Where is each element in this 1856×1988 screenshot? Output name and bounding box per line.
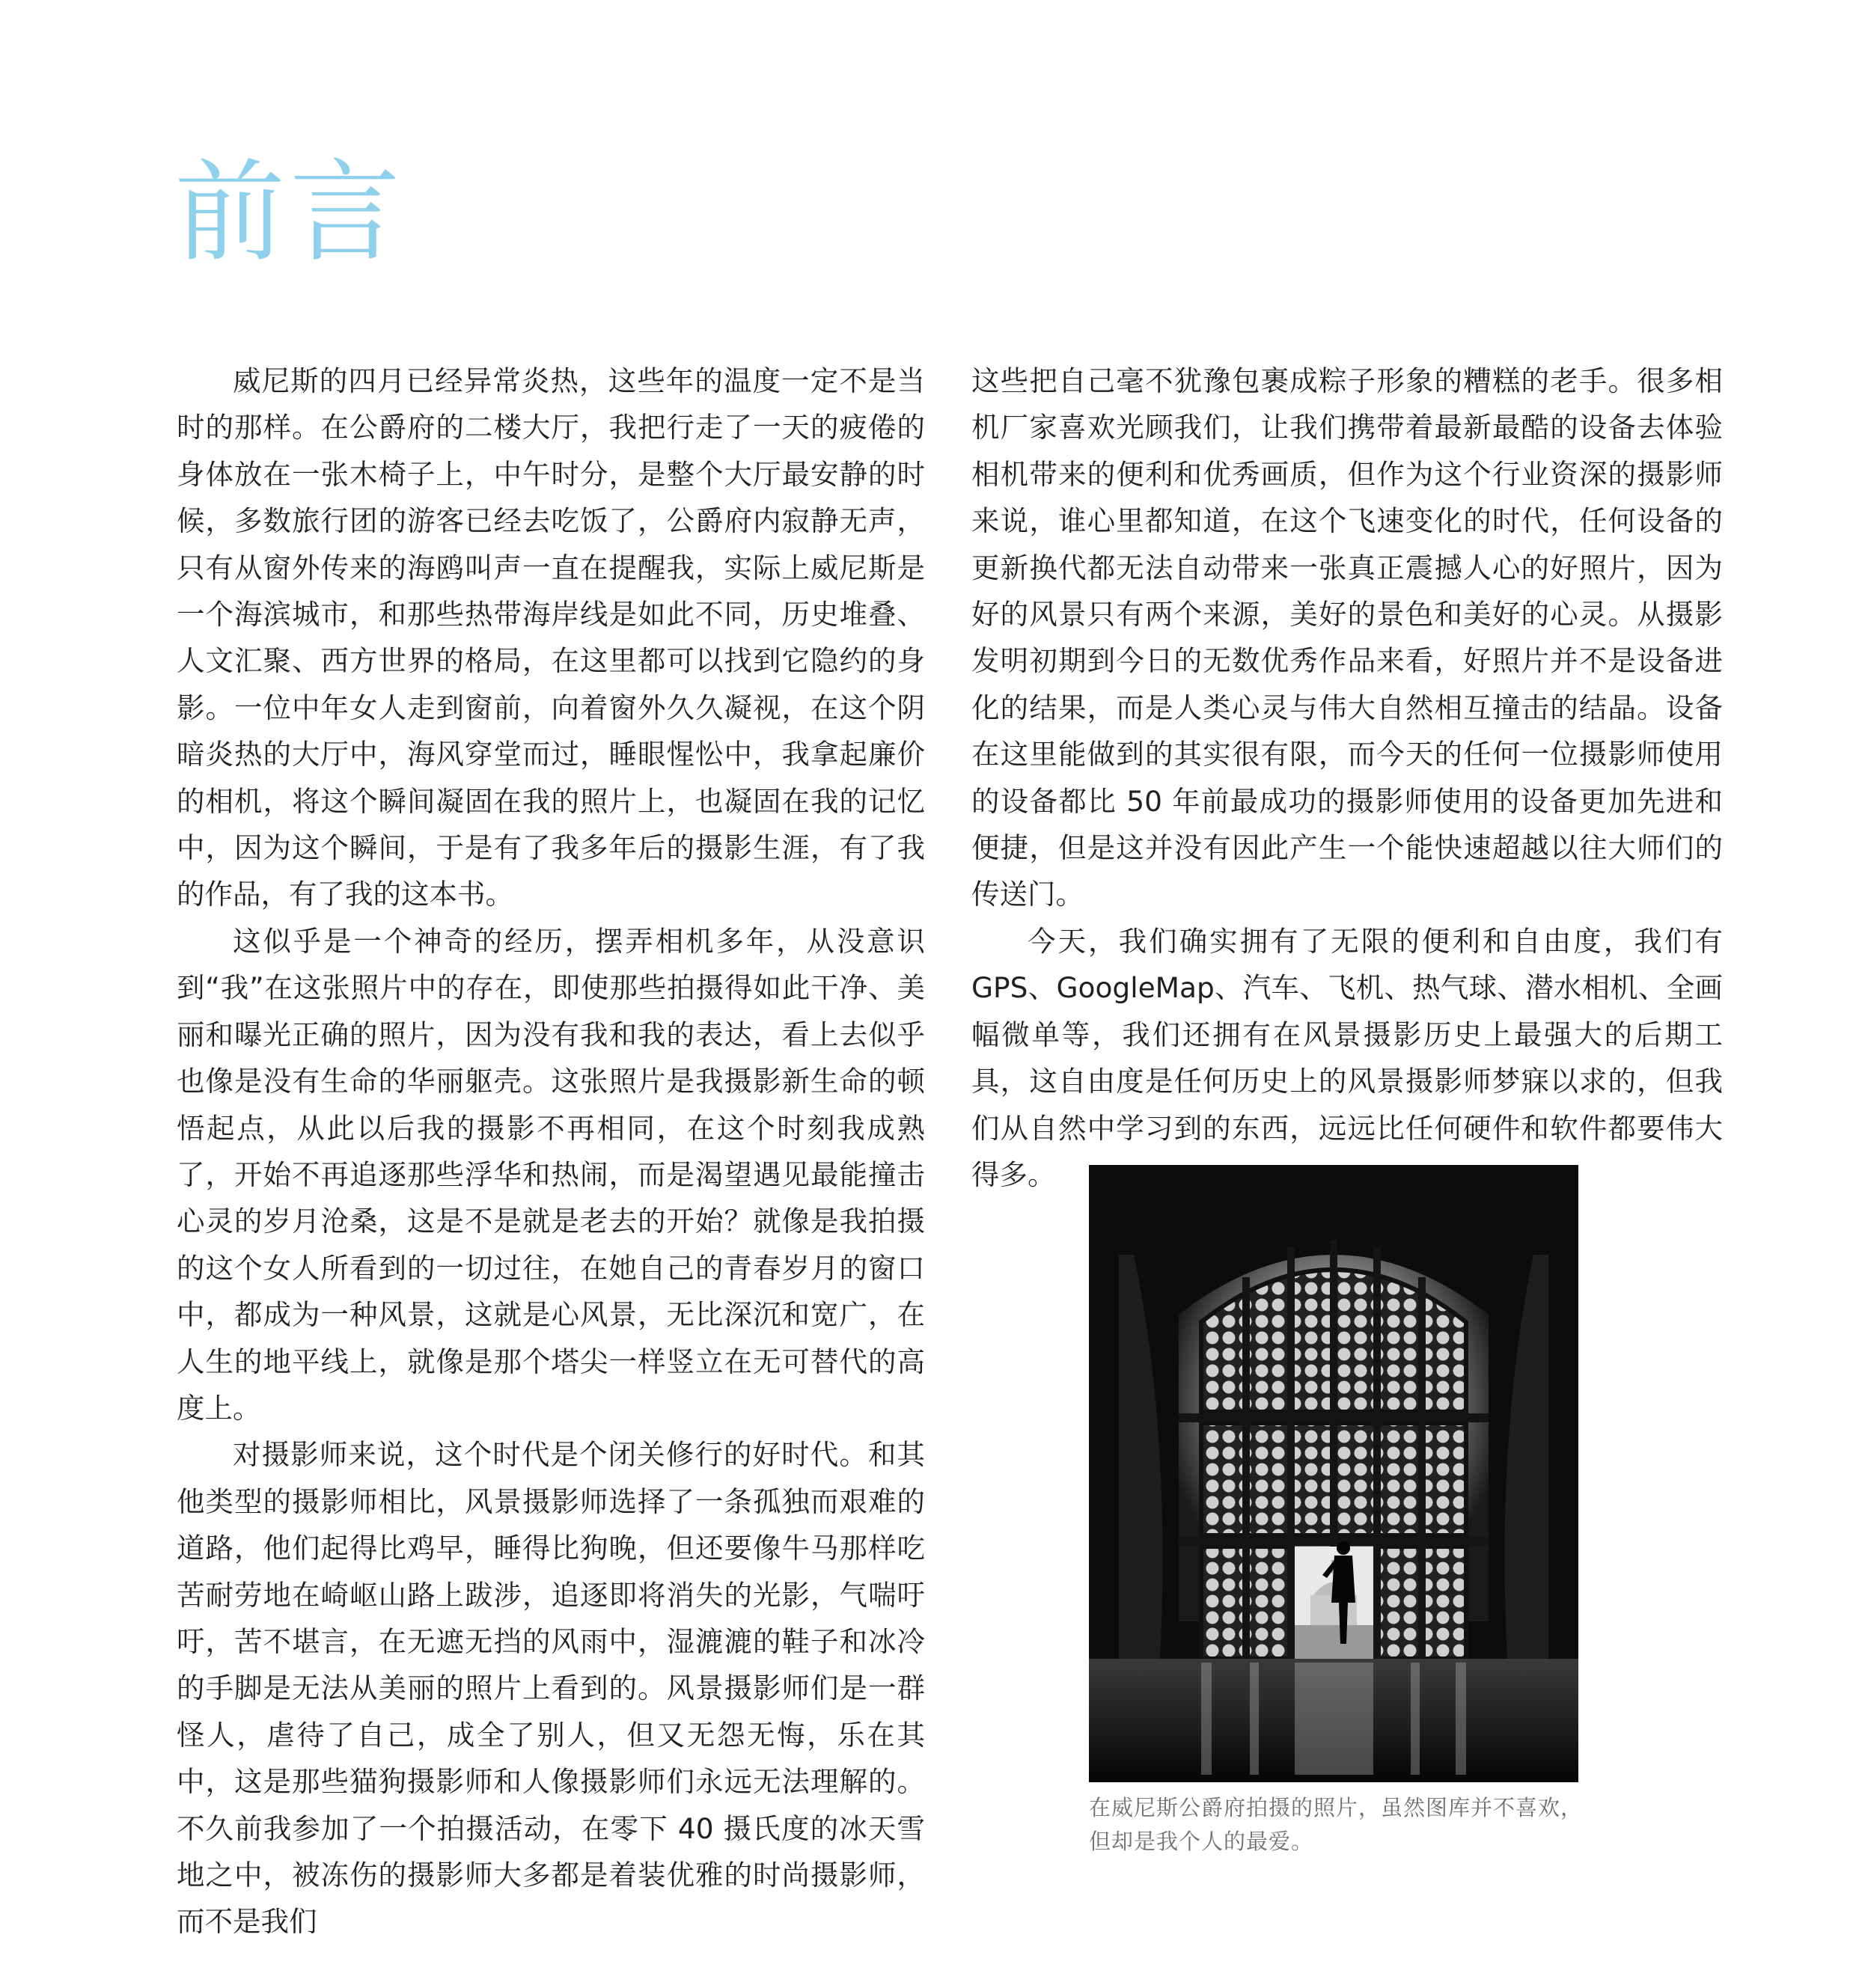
paragraph: 威尼斯的四月已经异常炎热，这些年的温度一定不是当时的那样。在公爵府的二楼大厅，我把行走了一天的疲倦的身体放在一张木椅子上，中午时分，是整个大厅最安静的时候，多数旅行团的游客已经去吃饭了，公爵府内寂静无声，只有从窗外传来的海鸥叫声一直在提醒我，实际上威尼斯是一个海滨城市，和那些热带海岸线是如此不同，历史堆叠、人文汇聚、西方世界的格局，在这里都可以找到它隐约的身影。一位中年女人走到窗前，向着窗外久久凝视，在这个阴暗炎热的大厅中，海风穿堂而过，睡眼惺忪中，我拿起廉价的相机，将这个瞬间凝固在我的照片上，也凝固在我的记忆中，因为这个瞬间，于是有了我多年后的摄影生涯，有了我的作品，有了我的这本书。: [177, 364, 925, 911]
paragraph: 这些把自己毫不犹豫包裹成粽子形象的糟糕的老手。很多相机厂家喜欢光顾我们，让我们携带着最新最酷的设备去体验相机带来的便利和优秀画质，但作为这个行业资深的摄影师来说，谁心里都知道，在这个飞速变化的时代，任何设备的更新换代都无法自动带来一张真正震撼人心的好照片，因为好的风景只有两个来源，美好的景色和美好的心灵。从摄影发明初期到今日的无数优秀作品来看，好照片并不是设备进化的结果，而是人类心灵与伟大自然相互撞击的结晶。设备在这里能做到的其实很有限，而今天的任何一位摄影师使用的设备都比 50 年前最成功的摄影师使用的设备更加先进和便捷，但是这并没有因此产生一个能快速超越以往大师们的传送门。: [971, 364, 1723, 911]
paragraph: 这似乎是一个神奇的经历，摆弄相机多年，从没意识到“我”在这张照片中的存在，即使那些拍摄得如此干净、美丽和曝光正确的照片，因为没有我和我的表达，看上去似乎也像是没有生命的华丽躯壳。这张照片是我摄影新生命的顿悟起点，从此以后我的摄影不再相同，在这个时刻我成熟了，开始不再追逐那些浮华和热闹，而是渴望遇见最能撞击心灵的岁月沧桑，这是不是就是老去的开始？就像是我拍摄的这个女人所看到的一切过往，在她自己的青春岁月的窗口中，都成为一种风景，这就是心风景，无比深沉和宽广，在人生的地平线上，就像是那个塔尖一样竖立在无可替代的高度上。: [177, 924, 925, 1425]
left-text-column: [177, 358, 925, 1945]
caption-line: 在威尼斯公爵府拍摄的照片，虽然图库并不喜欢，: [1089, 1795, 1584, 1820]
right-text-column: [971, 358, 1723, 1198]
paragraph: 今天，我们确实拥有了无限的便利和自由度，我们有 GPS、GoogleMap、汽车、飞机、热气球、潜水相机、全画幅微单等，我们还拥有在风景摄影历史上最强大的后期工具，这自由度是任何历史上的风景摄影师梦寐以求的，但我们从自然中学习到的东西，远远比任何硬件和软件都要伟大得多。: [971, 924, 1723, 1191]
paragraph: 对摄影师来说，这个时代是个闭关修行的好时代。和其他类型的摄影师相比，风景摄影师选择了一条孤独而艰难的道路，他们起得比鸡早，睡得比狗晚，但还要像牛马那样吃苦耐劳地在崎岖山路上跋涉，追逐即将消失的光影，气喘吁吁，苦不堪言，在无遮无挡的风雨中，湿漉漉的鞋子和冰冷的手脚是无法从美丽的照片上看到的。风景摄影师们是一群怪人，虐待了自己，成全了别人，但又无怨无悔，乐在其中，这是那些猫狗摄影师和人像摄影师们永远无法理解的。不久前我参加了一个拍摄活动，在零下 40 摄氏度的冰天雪地之中，被冻伤的摄影师大多都是着装优雅的时尚摄影师，而不是我们: [177, 1438, 925, 1939]
page-title: 前言: [174, 148, 405, 277]
photo-caption: [1089, 1791, 1613, 1859]
caption-line: 但却是我个人的最爱。: [1089, 1829, 1314, 1854]
venice-window-photo: [1089, 1165, 1578, 1782]
